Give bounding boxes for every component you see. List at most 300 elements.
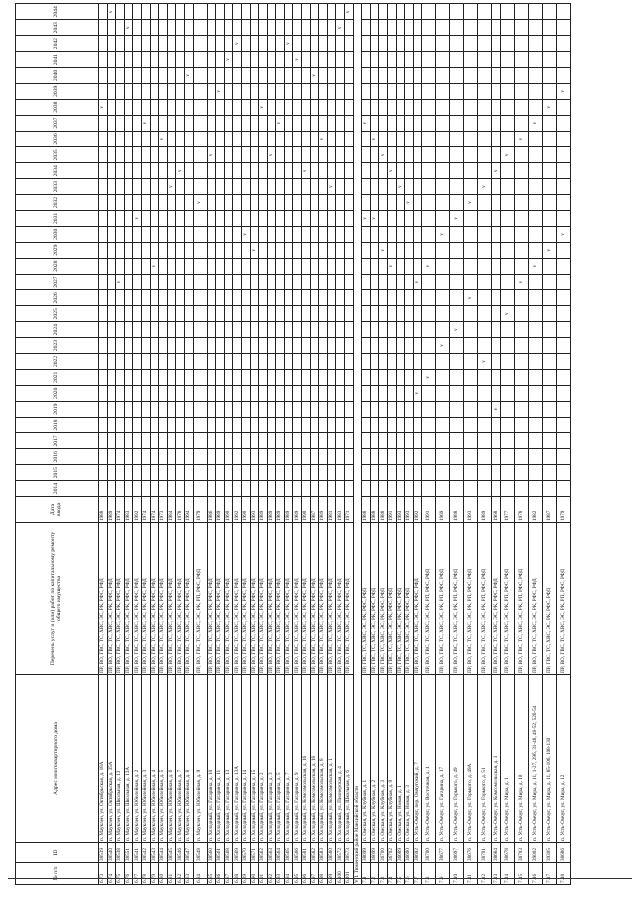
row-year-built: 1989 [216,497,225,523]
year-cell [284,322,293,338]
year-cell [464,274,478,290]
year-cell [224,417,233,433]
year-cell [224,83,233,99]
year-cell [276,258,285,274]
schedule-table [15,3,571,885]
check-mark: v [406,201,412,204]
year-cell [302,322,311,338]
table-row [514,4,528,885]
year-cell [422,322,436,338]
year-cell [396,52,405,68]
row-id: 38699 [362,843,371,863]
row-address: п. Усть-Омчуг, ул. Мира, д. 10 [514,675,528,843]
year-cell [556,290,570,306]
year-cell [176,210,185,226]
row-year-built: 1988 [370,497,379,523]
year-cell [413,163,422,179]
year-cell [159,52,168,68]
year-cell [241,147,250,163]
year-cell [528,401,542,417]
table-row [500,4,514,885]
year-cell [216,481,225,497]
year-cell [319,179,328,195]
year-cell [450,338,464,354]
row-services: ПР, ВО, ГВС, ТС, ХВС, ЭС, РК, РФС, РФД [124,523,133,675]
year-cell [99,274,108,290]
year-cell [167,274,176,290]
year-cell [379,465,388,481]
year-cell [224,226,233,242]
year-cell [99,226,108,242]
year-cell [362,99,371,115]
table-row [176,4,185,885]
year-cell [422,369,436,385]
year-cell [207,131,216,147]
year-cell [293,163,302,179]
year-cell [302,163,311,179]
year-cell [99,115,108,131]
year-cell [362,274,371,290]
header-id: ID [16,843,99,863]
year-cell [276,83,285,99]
year-cell [241,210,250,226]
row-address: п. Холодный, ул. Гагарина, д. 3 [267,675,276,843]
year-cell [514,4,528,20]
year-cell [327,242,336,258]
year-cell [259,258,268,274]
year-cell [159,322,168,338]
check-mark: v [518,280,524,284]
year-cell [327,163,336,179]
year-cell [379,385,388,401]
year-cell [293,99,302,115]
year-cell [478,322,492,338]
year-cell [167,306,176,322]
year-cell [345,115,354,131]
year-cell [141,401,150,417]
year-cell [450,433,464,449]
year-cell [500,147,514,163]
year-cell [259,226,268,242]
year-cell [284,163,293,179]
year-cell [216,131,225,147]
check-mark: v [440,233,446,236]
year-cell [450,449,464,465]
year-cell [556,449,570,465]
year-cell [241,163,250,179]
year-cell [124,226,133,242]
year-cell [107,338,116,354]
year-cell [293,52,302,68]
year-cell [207,20,216,36]
year-cell [514,242,528,258]
year-cell [302,179,311,195]
year-cell [259,195,268,211]
year-cell [107,179,116,195]
table-row [107,4,116,885]
year-cell [141,322,150,338]
year-cell [99,306,108,322]
year-cell [388,52,397,68]
year-cell [413,242,422,258]
year-cell [141,195,150,211]
year-cell [241,67,250,83]
year-cell [327,481,336,497]
year-cell [436,338,450,354]
year-cell [216,465,225,481]
year-cell [250,4,259,20]
year-cell [99,195,108,211]
year-cell [379,52,388,68]
year-cell [276,52,285,68]
year-cell [184,195,193,211]
year-cell [141,481,150,497]
year-cell [310,401,319,417]
year-cell [176,385,185,401]
year-cell [159,401,168,417]
year-cell [267,99,276,115]
year-cell [184,163,193,179]
row-id: 38538 [116,843,125,863]
year-cell [362,290,371,306]
year-cell [267,322,276,338]
year-cell [167,290,176,306]
year-cell [267,115,276,131]
year-cell [396,258,405,274]
year-cell [379,338,388,354]
year-cell [388,210,397,226]
check-mark: v [125,26,131,29]
year-cell [542,67,556,83]
row-year-built: 1981 [327,497,336,523]
year-cell [370,322,379,338]
year-cell [241,290,250,306]
year-cell [396,401,405,417]
year-cell [241,99,250,115]
year-cell [184,99,193,115]
row-year-built: 1992 [413,497,422,523]
row-address: п. Омская, ул. Новая, д. 3 [405,675,414,843]
year-cell [500,353,514,369]
year-cell [233,147,242,163]
year-cell [150,322,159,338]
year-cell [176,131,185,147]
year-cell [464,4,478,20]
year-cell [345,369,354,385]
year-cell [478,52,492,68]
row-year-built: 1989 [478,497,492,523]
year-cell [284,338,293,354]
year-cell [107,385,116,401]
year-cell [413,417,422,433]
year-cell [141,36,150,52]
year-cell [176,369,185,385]
year-cell [233,4,242,20]
year-cell [388,242,397,258]
year-cell [207,258,216,274]
row-services: ПР, ГВС, ТС, ХВС, ЭС, РК, РФС, РФД [542,523,556,675]
year-cell [379,99,388,115]
year-cell [422,226,436,242]
year-cell [310,163,319,179]
year-cell [450,274,464,290]
year-cell [556,83,570,99]
year-cell [413,210,422,226]
year-cell [107,99,116,115]
year-cell [379,147,388,163]
year-cell [224,163,233,179]
header-year: 2019 [16,401,99,417]
year-cell [405,36,414,52]
year-cell [345,83,354,99]
table-row [422,4,436,885]
year-cell [99,481,108,497]
year-cell [413,147,422,163]
year-cell [492,449,501,465]
year-cell [528,147,542,163]
year-cell [336,290,345,306]
row-id: 36689 [396,843,405,863]
year-cell [141,226,150,242]
year-cell [319,401,328,417]
year-cell [514,322,528,338]
year-cell [528,210,542,226]
year-cell [379,179,388,195]
row-id: 36690 [405,843,414,863]
year-cell [319,449,328,465]
year-cell [233,210,242,226]
year-cell [327,274,336,290]
year-cell [464,465,478,481]
year-cell [405,67,414,83]
year-cell [193,67,207,83]
row-year-built: 1979 [193,497,207,523]
table-row [150,4,159,885]
year-cell [492,385,501,401]
year-cell [310,226,319,242]
row-number: 6.90 [250,863,259,885]
year-cell [422,258,436,274]
year-cell [514,290,528,306]
year-cell [302,274,311,290]
year-cell [141,20,150,36]
year-cell [193,226,207,242]
year-cell [207,210,216,226]
year-cell [250,481,259,497]
year-cell [450,163,464,179]
year-cell [167,258,176,274]
year-cell [116,36,125,52]
year-cell [514,67,528,83]
row-id: 38684 [492,843,501,863]
year-cell [327,210,336,226]
row-services: ПР, ВО, ГВС, ТС, ХВС, ЭС, РК, РФС, РФД [167,523,176,675]
header-year: 2022 [16,353,99,369]
year-cell [184,210,193,226]
year-cell [267,449,276,465]
header-year: 2020 [16,385,99,401]
year-cell [241,322,250,338]
year-cell [319,52,328,68]
year-cell [556,242,570,258]
year-cell [388,306,397,322]
year-cell [464,163,478,179]
year-cell [514,115,528,131]
table-row [133,4,142,885]
year-cell [370,385,379,401]
row-number: 7.2 [370,863,379,885]
table-row [141,4,150,885]
year-cell [216,369,225,385]
table-row [284,4,293,885]
year-cell [159,369,168,385]
year-cell [464,36,478,52]
row-year-built: 1982 [528,497,542,523]
check-mark: v [414,280,420,284]
year-cell [259,147,268,163]
year-cell [542,226,556,242]
year-cell [133,338,142,354]
year-cell [464,290,478,306]
year-cell [379,481,388,497]
row-year-built: 1977 [500,497,514,523]
year-cell [216,147,225,163]
year-cell [116,338,125,354]
year-cell [107,242,116,258]
year-cell [124,401,133,417]
year-cell [362,210,371,226]
year-cell [116,52,125,68]
row-year-built: 1986 [207,497,216,523]
year-cell [241,274,250,290]
check-mark: v [546,105,552,109]
year-cell [267,52,276,68]
year-cell [422,481,436,497]
year-cell [362,433,371,449]
year-cell [336,210,345,226]
year-cell [436,179,450,195]
year-cell [478,83,492,99]
table-row [528,4,542,885]
year-cell [370,258,379,274]
year-cell [224,20,233,36]
row-address: п. Холодный, ул. Гагарина, д. 15 [250,675,259,843]
year-cell [450,385,464,401]
year-cell [184,306,193,322]
year-cell [233,369,242,385]
year-cell [405,147,414,163]
year-cell [450,20,464,36]
year-cell [133,36,142,52]
row-address: п. Усть-Омчуг, ул. Мира, д. 12 [556,675,570,843]
year-cell [224,369,233,385]
table-row [216,4,225,885]
row-services: ПР, ВО, ГВС, ТС, ХВС, ЭС, РК, РП, РФС, РФД [478,523,492,675]
year-cell [259,417,268,433]
check-mark: v [363,121,369,125]
year-cell [99,67,108,83]
year-cell [542,481,556,497]
row-services: ПР, ВО, ГВС, ТС, ХВС, ЭС, РК, РФС, РФД [207,523,216,675]
check-mark: v [234,42,240,45]
year-cell [293,179,302,195]
year-cell [207,179,216,195]
year-cell [141,179,150,195]
year-cell [233,163,242,179]
year-cell [193,131,207,147]
year-cell [207,369,216,385]
year-cell [150,274,159,290]
year-cell [302,385,311,401]
header-year: 2021 [16,369,99,385]
year-cell [107,36,116,52]
year-cell [396,306,405,322]
year-cell [116,147,125,163]
year-cell [159,353,168,369]
year-cell [464,449,478,465]
year-cell [450,481,464,497]
year-cell [207,465,216,481]
year-cell [450,353,464,369]
year-cell [327,465,336,481]
year-cell [405,179,414,195]
table-row [436,4,450,885]
year-cell [345,306,354,322]
year-cell [327,369,336,385]
year-cell [284,20,293,36]
row-address: п. Усть-Омчуг, ул. Мира, д. 1 [500,675,514,843]
year-cell [514,353,528,369]
year-cell [233,338,242,354]
year-cell [276,481,285,497]
year-cell [413,195,422,211]
row-id: 38539 [99,843,108,863]
year-cell [176,67,185,83]
year-cell [310,433,319,449]
row-id: 38581 [302,843,311,863]
year-cell [276,449,285,465]
row-year-built: 1974 [116,497,125,523]
row-number: 7.6 [405,863,414,885]
year-cell [422,401,436,417]
year-cell [293,449,302,465]
table-row [310,4,319,885]
year-cell [345,417,354,433]
check-mark: v [518,137,524,141]
check-mark: v [177,169,183,172]
year-cell [396,99,405,115]
year-cell [528,131,542,147]
year-cell [259,163,268,179]
year-cell [500,179,514,195]
year-cell [413,449,422,465]
year-cell [450,417,464,433]
year-cell [396,417,405,433]
year-cell [478,385,492,401]
check-mark: v [482,360,488,363]
year-cell [176,338,185,354]
year-cell [99,210,108,226]
table-body [99,4,571,885]
row-year-built: 1979 [556,497,570,523]
year-cell [267,36,276,52]
year-cell [293,115,302,131]
year-cell [150,147,159,163]
year-cell [107,4,116,20]
year-cell [492,163,501,179]
year-cell [133,131,142,147]
year-cell [259,36,268,52]
